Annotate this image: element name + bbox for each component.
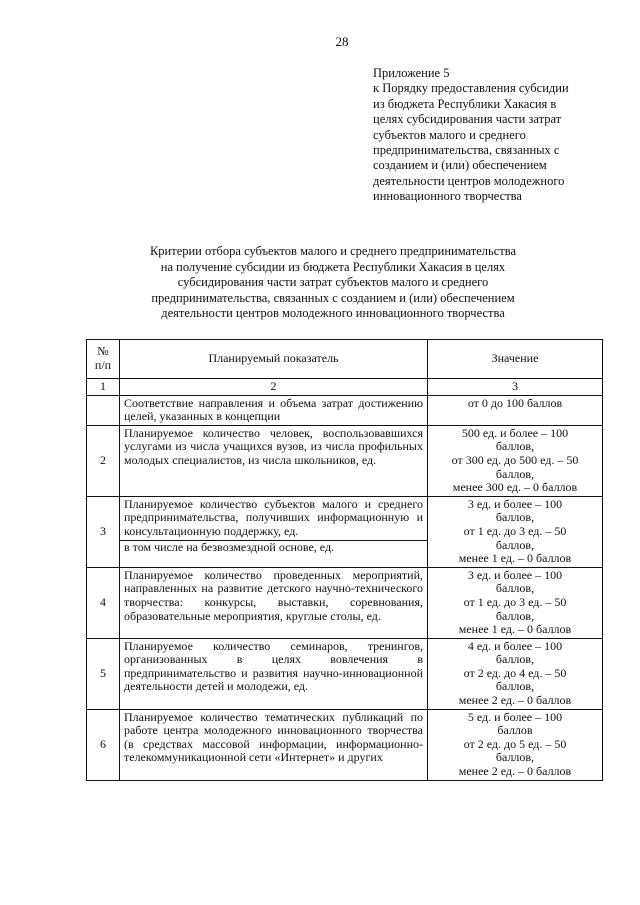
table-row	[87, 638, 603, 709]
table-row	[87, 709, 603, 780]
criteria-table	[86, 339, 603, 781]
table-header-row	[87, 340, 603, 379]
column-number: 1	[87, 379, 120, 396]
row-indicator: Планируемое количество тематических публикаций по работе центра молодежного инновационного творчества (в средствах массовой информации, информационно-телекоммуникационной сети «Интернет» и других	[120, 709, 428, 780]
value-line: менее 2 ед. – 0 баллов	[458, 693, 572, 708]
row-indicator	[120, 496, 428, 567]
value-line: 500 ед. и более – 100	[461, 425, 569, 440]
table-row	[87, 425, 603, 496]
value-line: баллов,	[495, 608, 535, 623]
row-value	[428, 496, 603, 567]
value-line: от 300 ед. до 500 ед. – 50	[451, 452, 579, 467]
heading-line: субсидирования части затрат субъектов малого и среднего	[177, 275, 489, 290]
row-number: 6	[87, 709, 120, 780]
value-line: баллов,	[495, 510, 535, 525]
value-line: менее 2 ед. – 0 баллов	[458, 764, 572, 779]
row-value	[428, 567, 603, 638]
appendix-note	[373, 66, 598, 205]
heading-line: Критерии отбора субъектов малого и среднего предпринимательства	[149, 244, 517, 258]
appendix-line: субъектов малого и среднего	[373, 127, 526, 142]
value-line: от 2 ед. до 5 ед. – 50	[463, 736, 567, 751]
table-row	[87, 395, 603, 425]
page-number: 28	[335, 34, 349, 49]
value-line: менее 1 ед. – 0 баллов	[458, 622, 572, 637]
row-value	[428, 425, 603, 496]
value-line: 4 ед. и более – 100	[467, 638, 563, 653]
value-line: баллов	[497, 723, 533, 738]
appendix-line: созданием и (или) обеспечением	[373, 158, 547, 173]
column-number: 3	[428, 379, 603, 396]
header-num-line2: п/п	[94, 358, 112, 372]
value-line: баллов,	[495, 537, 535, 552]
table-row	[87, 567, 603, 638]
appendix-line: Приложение 5	[373, 66, 450, 80]
value-line: менее 300 ед. – 0 баллов	[452, 480, 578, 495]
row-indicator: Соответствие направления и объема затрат достижению целей, указанных в концепции	[120, 395, 428, 425]
column-number: 2	[120, 379, 428, 396]
row-number: 5	[87, 638, 120, 709]
row-number: 3	[87, 496, 120, 567]
row-number	[87, 395, 120, 425]
appendix-line: предпринимательства, связанных с	[373, 143, 560, 158]
appendix-line: целях субсидирования части затрат	[373, 112, 562, 127]
value-line: баллов,	[495, 466, 535, 481]
row-value	[428, 638, 603, 709]
value-line: баллов,	[495, 750, 535, 765]
row-number: 2	[87, 425, 120, 496]
row-indicator: Планируемое количество человек, воспользовавшихся услугами из числа учащихся вузов, из числа профильных молодых специалистов, из числа школьников, ед.	[120, 425, 428, 496]
appendix-line: инновационного творчества	[373, 189, 522, 204]
value-line: 3 ед. и более – 100	[467, 496, 563, 511]
value-line: баллов,	[495, 652, 535, 667]
appendix-line: деятельности центров молодежного	[373, 173, 565, 188]
heading-line: предпринимательства, связанных с созданием и (или) обеспечением	[151, 290, 515, 305]
value-line: баллов,	[495, 439, 535, 454]
table-row	[87, 496, 603, 567]
value-line: 5 ед. и более – 100	[467, 709, 563, 724]
row-number: 4	[87, 567, 120, 638]
header-num	[87, 340, 120, 379]
value-line: от 1 ед. до 3 ед. – 50	[463, 594, 567, 609]
value-line: от 2 ед. до 4 ед. – 50	[463, 665, 567, 680]
row-indicator: Планируемое количество семинаров, тренингов, организованных в целях вовлечения в предпринимательство и развития научно-инновационной деятельности детей и молодежи, ед.	[120, 638, 428, 709]
heading-line: на получение субсидии из бюджета Республики Хакасия в целях	[160, 259, 506, 274]
header-num-line1: №	[97, 344, 109, 359]
appendix-line: из бюджета Республики Хакасия в	[373, 96, 557, 111]
value-line: от 0 до 100 баллов	[467, 395, 563, 410]
document-heading	[100, 244, 566, 322]
row-value	[428, 709, 603, 780]
value-line: от 1 ед. до 3 ед. – 50	[463, 523, 567, 538]
indicator-subline: в том числе на безвозмездной основе, ед.	[120, 540, 427, 555]
value-line: баллов,	[495, 679, 535, 694]
appendix-line: к Порядку предоставления субсидии	[373, 81, 569, 96]
heading-line: деятельности центров молодежного инновационного творчества	[161, 306, 505, 321]
column-number-row	[87, 379, 603, 396]
value-line: менее 1 ед. – 0 баллов	[458, 551, 572, 566]
value-line: баллов,	[495, 581, 535, 596]
indicator-text: Планируемое количество субъектов малого и среднего предпринимательства, получивших информационную и консультационную поддержку, ед.	[124, 496, 423, 538]
value-line: 3 ед. и более – 100	[467, 567, 563, 582]
header-indicator: Планируемый показатель	[120, 340, 428, 379]
row-indicator: Планируемое количество проведенных мероприятий, направленных на развитие детского научно-технического творчества: конкурсы, выставки, соревнования, образовательные мероприятия, круглые столы, ед.	[120, 567, 428, 638]
header-value: Значение	[428, 340, 603, 379]
row-value	[428, 395, 603, 425]
